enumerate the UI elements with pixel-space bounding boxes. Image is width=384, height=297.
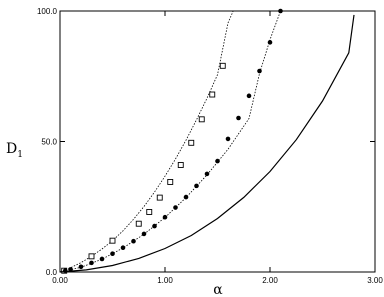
series-2-point — [173, 205, 178, 210]
series-2-point — [100, 257, 105, 262]
series-2-point — [205, 172, 210, 177]
x-tick-label: 0.00 — [52, 276, 68, 285]
series-2 — [60, 9, 283, 273]
series-2-point — [121, 245, 126, 250]
series-2-point — [194, 184, 199, 189]
y-tick-label: 50.0 — [41, 137, 57, 147]
series-2-point — [257, 69, 262, 74]
x-tick-label: 1.00 — [157, 276, 173, 285]
x-axis-ticks — [52, 11, 383, 285]
series-1-point — [89, 254, 94, 259]
series-1-point — [189, 140, 194, 145]
series-2-point — [163, 215, 168, 220]
series-2-point — [268, 40, 273, 45]
series-1-point — [168, 179, 173, 184]
series-2-point — [142, 232, 147, 237]
series-1-line — [60, 11, 233, 272]
series-3 — [60, 15, 354, 272]
series-1-point — [110, 238, 115, 243]
x-tick-label: 3.00 — [367, 276, 383, 285]
series-2-point — [215, 159, 220, 164]
y-tick-label: 100.0 — [36, 7, 57, 16]
series-2-point — [184, 195, 189, 200]
y-axis-label-subscript: 1 — [17, 150, 23, 160]
y-tick-label: 0.0 — [45, 268, 57, 277]
y-axis-label-main: D — [6, 141, 18, 157]
x-axis-label: α — [213, 282, 223, 297]
series-1-point — [136, 221, 141, 226]
series-1 — [60, 11, 233, 273]
series-3-line — [60, 15, 354, 272]
x-tick-label: 2.00 — [262, 276, 278, 285]
series-2-point — [110, 251, 115, 256]
series-1-point — [210, 92, 215, 97]
series-2-point — [226, 137, 231, 142]
series-2-point — [236, 116, 241, 121]
series-2-point — [278, 9, 283, 14]
series-1-point — [178, 162, 183, 167]
series-2-point — [152, 224, 157, 229]
y-axis-ticks — [37, 7, 375, 277]
series-layer — [60, 9, 354, 273]
series-2-point — [131, 239, 136, 244]
y-axis-label — [6, 141, 23, 160]
plot-area-border — [60, 11, 375, 272]
series-2-line — [60, 11, 281, 272]
series-1-point — [157, 195, 162, 200]
series-1-point — [147, 209, 152, 214]
series-1-point — [199, 117, 204, 122]
series-2-point — [89, 261, 94, 266]
series-2-point — [79, 264, 84, 269]
plot-frame — [60, 11, 375, 272]
series-2-point — [247, 94, 252, 99]
series-1-point — [220, 63, 225, 68]
